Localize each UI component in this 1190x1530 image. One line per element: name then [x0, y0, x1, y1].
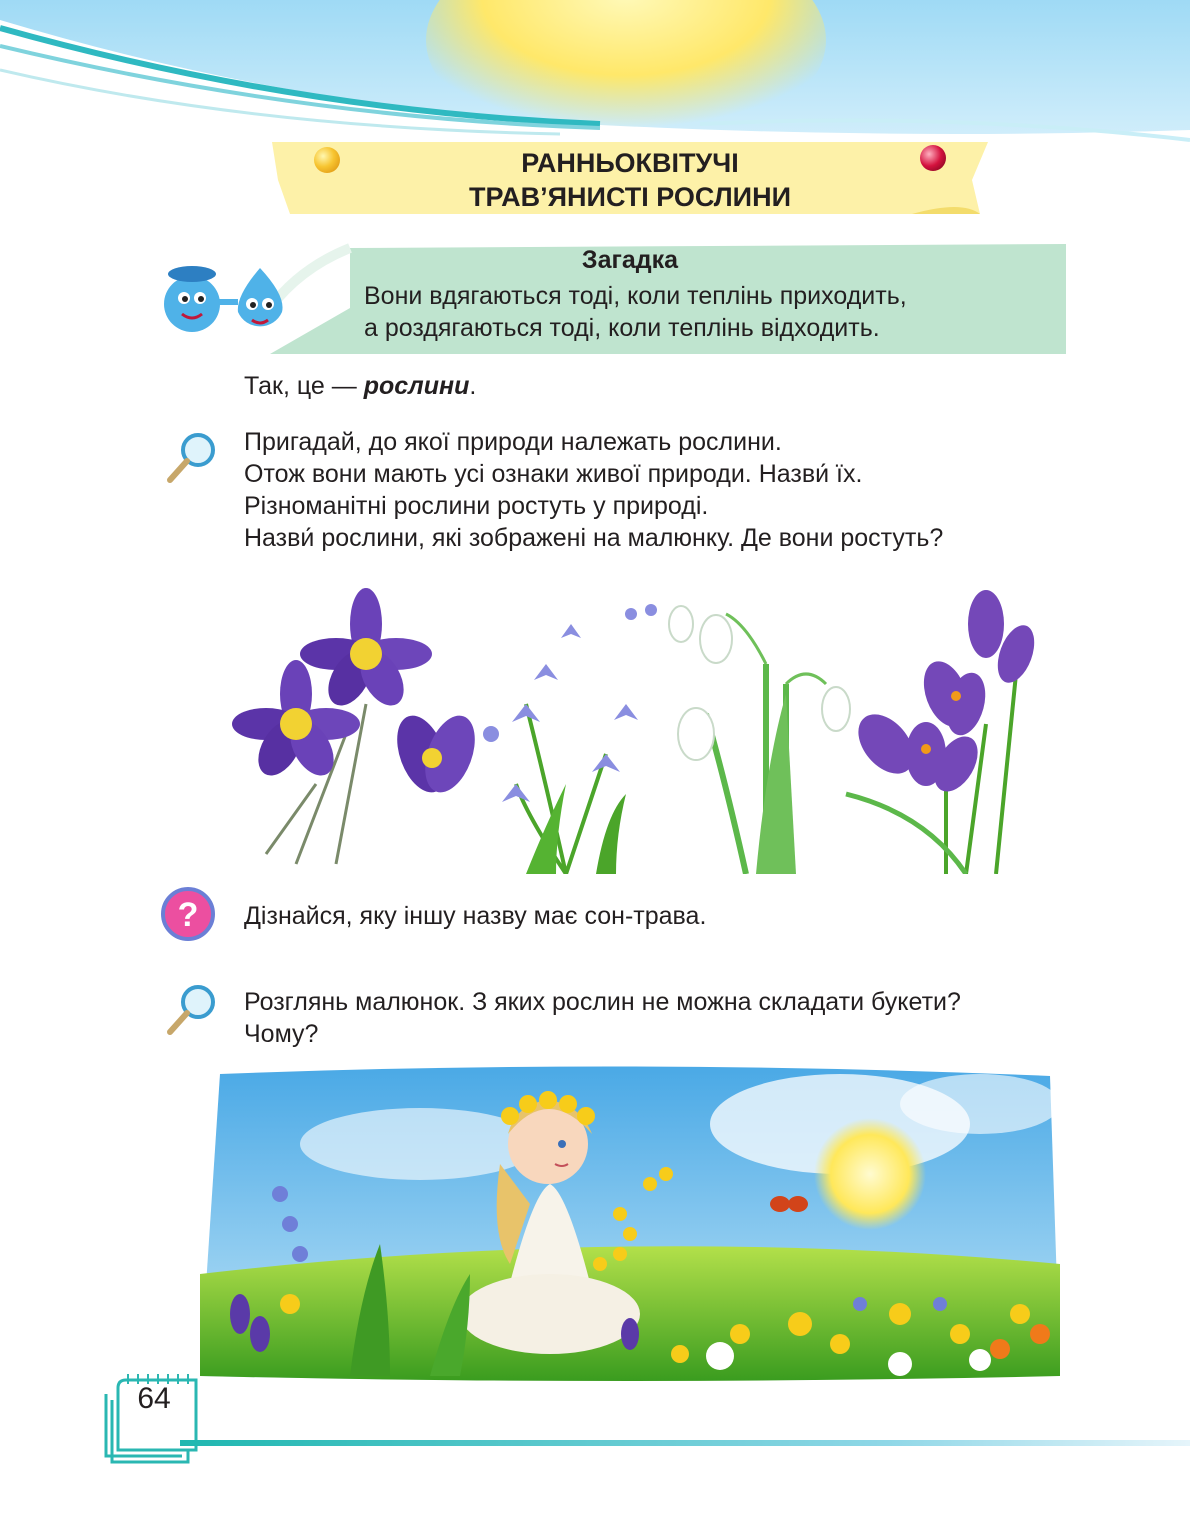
task-bouquets [244, 986, 961, 1050]
header-sky-banner [0, 0, 1190, 160]
task1-line-2: Отож вони мають усі ознаки живої природи. Назви́ їх. [244, 460, 863, 488]
task1-line-4: Назви́ рослини, які зображені на малюнку. Де вони ростуть? [244, 524, 944, 552]
question-icon [160, 884, 220, 944]
footer-rule [180, 1440, 1190, 1446]
pasque-flower-group [232, 588, 484, 864]
task-pasque-name: Дізнайся, яку іншу назву має сон-трава. [244, 902, 707, 930]
task3-line-2: Чому? [244, 1020, 319, 1048]
riddle-line-1: Вони вдягаються тоді, коли теплінь приходить, [364, 282, 907, 310]
magnifier-icon [162, 428, 222, 488]
riddle-line-2: а роздягаються тоді, коли теплінь відходить. [364, 314, 880, 342]
answer-suffix: . [469, 372, 477, 400]
title-line-2: ТРАВ’ЯНИСТІ РОСЛИНИ [469, 182, 791, 212]
girl-in-meadow-illustration [200, 1064, 1062, 1386]
task1-line-3: Різноманітні рослини ростуть у природі. [244, 492, 709, 520]
riddle-text [364, 280, 907, 344]
page-number: 64 [137, 1382, 171, 1415]
scilla-group [483, 604, 657, 874]
task-recall-nature [244, 426, 943, 554]
answer-prefix: Так, це — [244, 372, 364, 400]
svg-text:?: ? [177, 896, 199, 934]
spring-flowers-illustration [226, 584, 1070, 874]
water-drop-mascots-illustration [152, 246, 302, 346]
title-line-1: РАННЬОКВІТУЧІ [521, 148, 739, 178]
crocus-group [846, 590, 1041, 874]
snowdrop-group [669, 606, 850, 874]
task1-line-1: Пригадай, до якої природи належать рослини. [244, 428, 782, 456]
magnifier-icon [162, 980, 222, 1040]
task3-line-1: Розглянь малюнок. З яких рослин не можна складати букети? [244, 988, 961, 1016]
answer-word: рослини [363, 372, 470, 400]
page-title [310, 146, 950, 214]
riddle-heading: Загадка [581, 246, 679, 274]
riddle-answer [244, 370, 476, 402]
